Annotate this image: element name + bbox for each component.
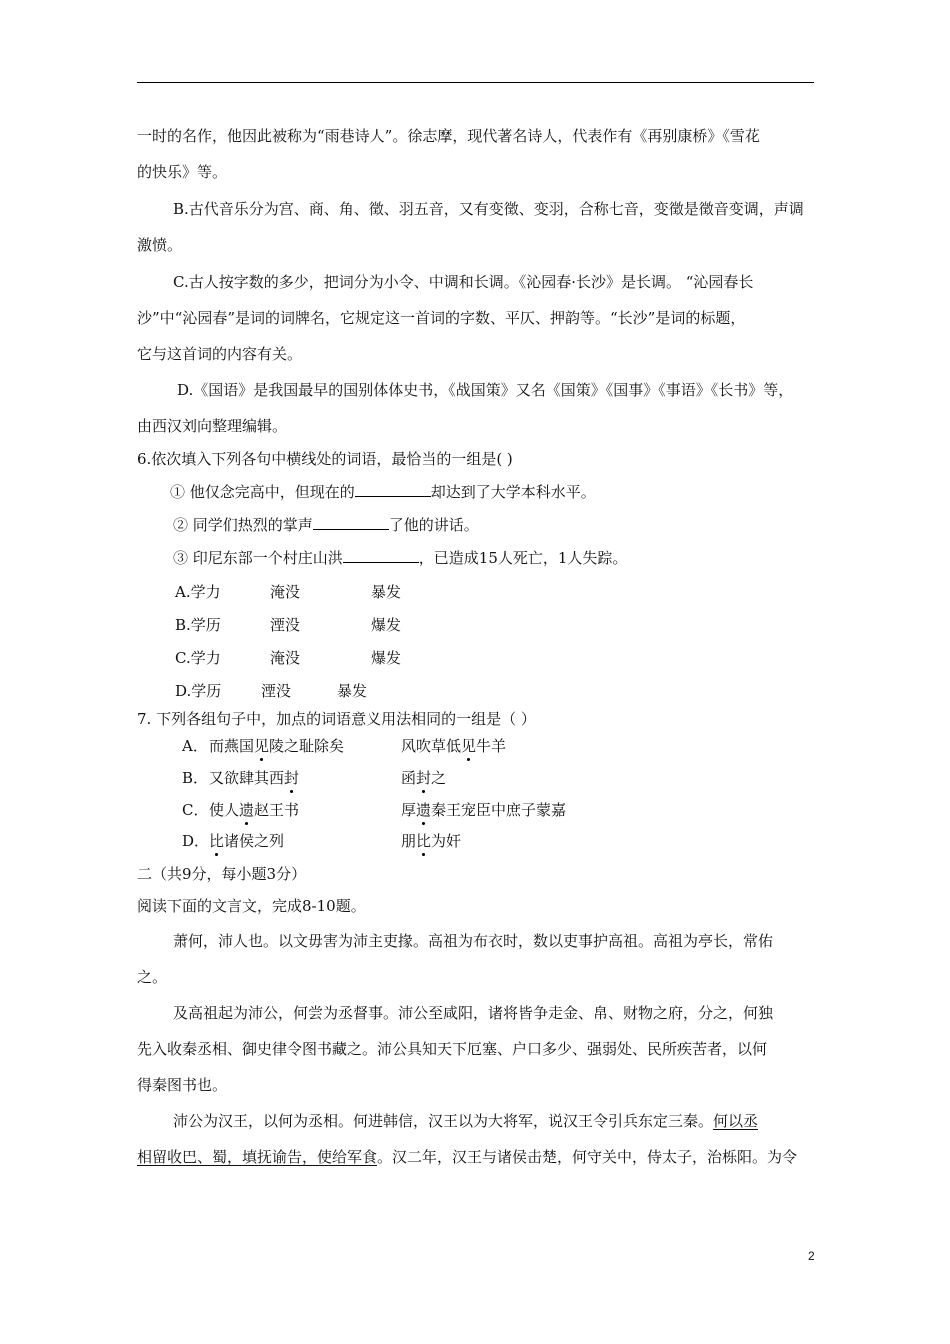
dotted-word: 比 bbox=[416, 832, 432, 850]
option-a-continued-line-2: 的快乐》等。 bbox=[137, 163, 228, 181]
section-2-instruction: 阅读下面的文言文，完成8-10题。 bbox=[137, 897, 366, 915]
blank-2 bbox=[313, 515, 389, 530]
sentence-2-after: 了他的讲话。 bbox=[388, 516, 479, 534]
option-word-3: 爆发 bbox=[371, 649, 402, 667]
dotted-word: 比 bbox=[209, 832, 225, 850]
dotted-word: 封 bbox=[416, 769, 432, 787]
passage-p1-line-1: 萧何，沛人也。以文毋害为沛主吏掾。高祖为布衣时，数以吏事护高祖。高祖为亭长，常佑 bbox=[173, 932, 774, 950]
question-6-stem: 6.依次填入下列各句中横线处的词语，最恰当的一组是( ) bbox=[137, 450, 513, 468]
option-d-line-1: D.《国语》是我国最早的国别体体史书，《战国策》又名《国策》《国事》《事语》《长书》等， bbox=[177, 381, 794, 399]
question-6-sentence-3 bbox=[173, 548, 627, 568]
passage-p2-line-2: 先入收秦丞相、御史律令图书藏之。沛公具知天下厄塞、户口多少、强弱处、民所疾苦者，以何 bbox=[137, 1040, 768, 1058]
option-word-2: 淹没 bbox=[270, 649, 301, 667]
question-7-stem: 7. 下列各组句子中，加点的词语意义用法相同的一组是（ ） bbox=[137, 710, 536, 728]
option-c-line-2: 沙”中“沁园春”是词的词牌名，它规定这一首词的字数、平仄、押韵等。“长沙”是词的标题， bbox=[137, 309, 746, 327]
sentence-1-before: ① 他仅念完高中，但现在的 bbox=[170, 483, 355, 501]
option-label: C． bbox=[182, 801, 209, 819]
option-word-3: 爆发 bbox=[371, 616, 402, 634]
option-label: B． bbox=[182, 769, 209, 787]
option-word-2: 淹没 bbox=[270, 583, 301, 601]
option-word-2: 湮没 bbox=[261, 682, 292, 700]
blank-3 bbox=[343, 548, 419, 563]
question-6-sentence-2 bbox=[173, 515, 479, 535]
right-sentence: 朋比为奸 bbox=[401, 832, 462, 850]
dotted-word: 遗 bbox=[239, 801, 255, 819]
left-sentence: 使人遗赵王书 bbox=[209, 801, 300, 819]
option-c-line-3: 它与这首词的内容有关。 bbox=[137, 345, 303, 363]
section-2-heading: 二（共9分，每小题3分） bbox=[137, 865, 307, 883]
passage-p2-line-1: 及高祖起为沛公，何尝为丞督事。沛公至咸阳，诸将皆争走金、帛、财物之府，分之，何独 bbox=[173, 1004, 774, 1022]
underlined-sentence: 何以丞 bbox=[713, 1112, 759, 1130]
option-word-3: 暴发 bbox=[371, 583, 402, 601]
option-label: B.学历 bbox=[175, 616, 221, 634]
option-label: D． bbox=[182, 832, 210, 850]
sentence-1-after: 却达到了大学本科水平。 bbox=[430, 483, 596, 501]
header-rule bbox=[137, 82, 814, 83]
option-a-continued-line-1: 一时的名作，他因此被称为“雨巷诗人”。徐志摩，现代著名诗人，代表作有《再别康桥》《雪花 bbox=[137, 127, 760, 145]
right-sentence: 厚遗秦王宠臣中庶子蒙嘉 bbox=[401, 801, 567, 819]
left-sentence: 又欲肆其西封 bbox=[209, 769, 300, 787]
dotted-word: 封 bbox=[284, 769, 300, 787]
underlined-sentence: 相留收巴、蜀，填抚谕告，使给军食 bbox=[137, 1148, 378, 1166]
option-b-line-2: 激愤。 bbox=[137, 236, 183, 254]
passage-p1-line-2: 之。 bbox=[137, 968, 168, 986]
page-number: 2 bbox=[808, 1249, 815, 1263]
option-d-line-2: 由西汉刘向整理编辑。 bbox=[137, 417, 288, 435]
option-label: D.学历 bbox=[175, 682, 222, 700]
left-sentence: 而燕国见陵之耻除矣 bbox=[209, 737, 345, 755]
dotted-word: 见 bbox=[254, 737, 270, 755]
option-word-3: 暴发 bbox=[337, 682, 368, 700]
option-b-line-1: B.古代音乐分为宫、商、角、徵、羽五音，又有变徵、变羽，合称七音，变徵是徵音变调，声调 bbox=[173, 200, 804, 218]
option-word-2: 湮没 bbox=[270, 616, 301, 634]
left-sentence: 比诸侯之列 bbox=[209, 832, 285, 850]
right-sentence: 函封之 bbox=[401, 769, 447, 787]
sentence-3-after: ，已造成15人死亡，1人失踪。 bbox=[418, 549, 628, 567]
right-sentence: 风吹草低见牛羊 bbox=[401, 737, 507, 755]
blank-1 bbox=[355, 482, 431, 497]
question-6-sentence-1 bbox=[170, 482, 596, 502]
passage-p3-line-2: 相留收巴、蜀，填抚谕告，使给军食。汉二年，汉王与诸侯击楚，何守关中，侍太子，治栎阳。为令 bbox=[137, 1148, 798, 1166]
dotted-word: 遗 bbox=[416, 801, 432, 819]
sentence-3-before: ③ 印尼东部一个村庄山洪 bbox=[173, 549, 343, 567]
sentence-2-before: ② 同学们热烈的掌声 bbox=[173, 516, 313, 534]
passage-p2-line-3: 得秦图书也。 bbox=[137, 1076, 228, 1094]
option-label: C.学力 bbox=[175, 649, 221, 667]
option-c-line-1: C.古人按字数的多少，把词分为小令、中调和长调。《沁园春·长沙》是长调。 “沁园春长 bbox=[173, 273, 754, 291]
dotted-word: 见 bbox=[461, 737, 477, 755]
option-label: A． bbox=[182, 737, 208, 755]
option-label: A.学力 bbox=[175, 583, 221, 601]
passage-p3-line-1: 沛公为汉王，以何为丞相。何进韩信，汉王以为大将军，说汉王令引兵东定三秦。何以丞 bbox=[173, 1112, 759, 1130]
